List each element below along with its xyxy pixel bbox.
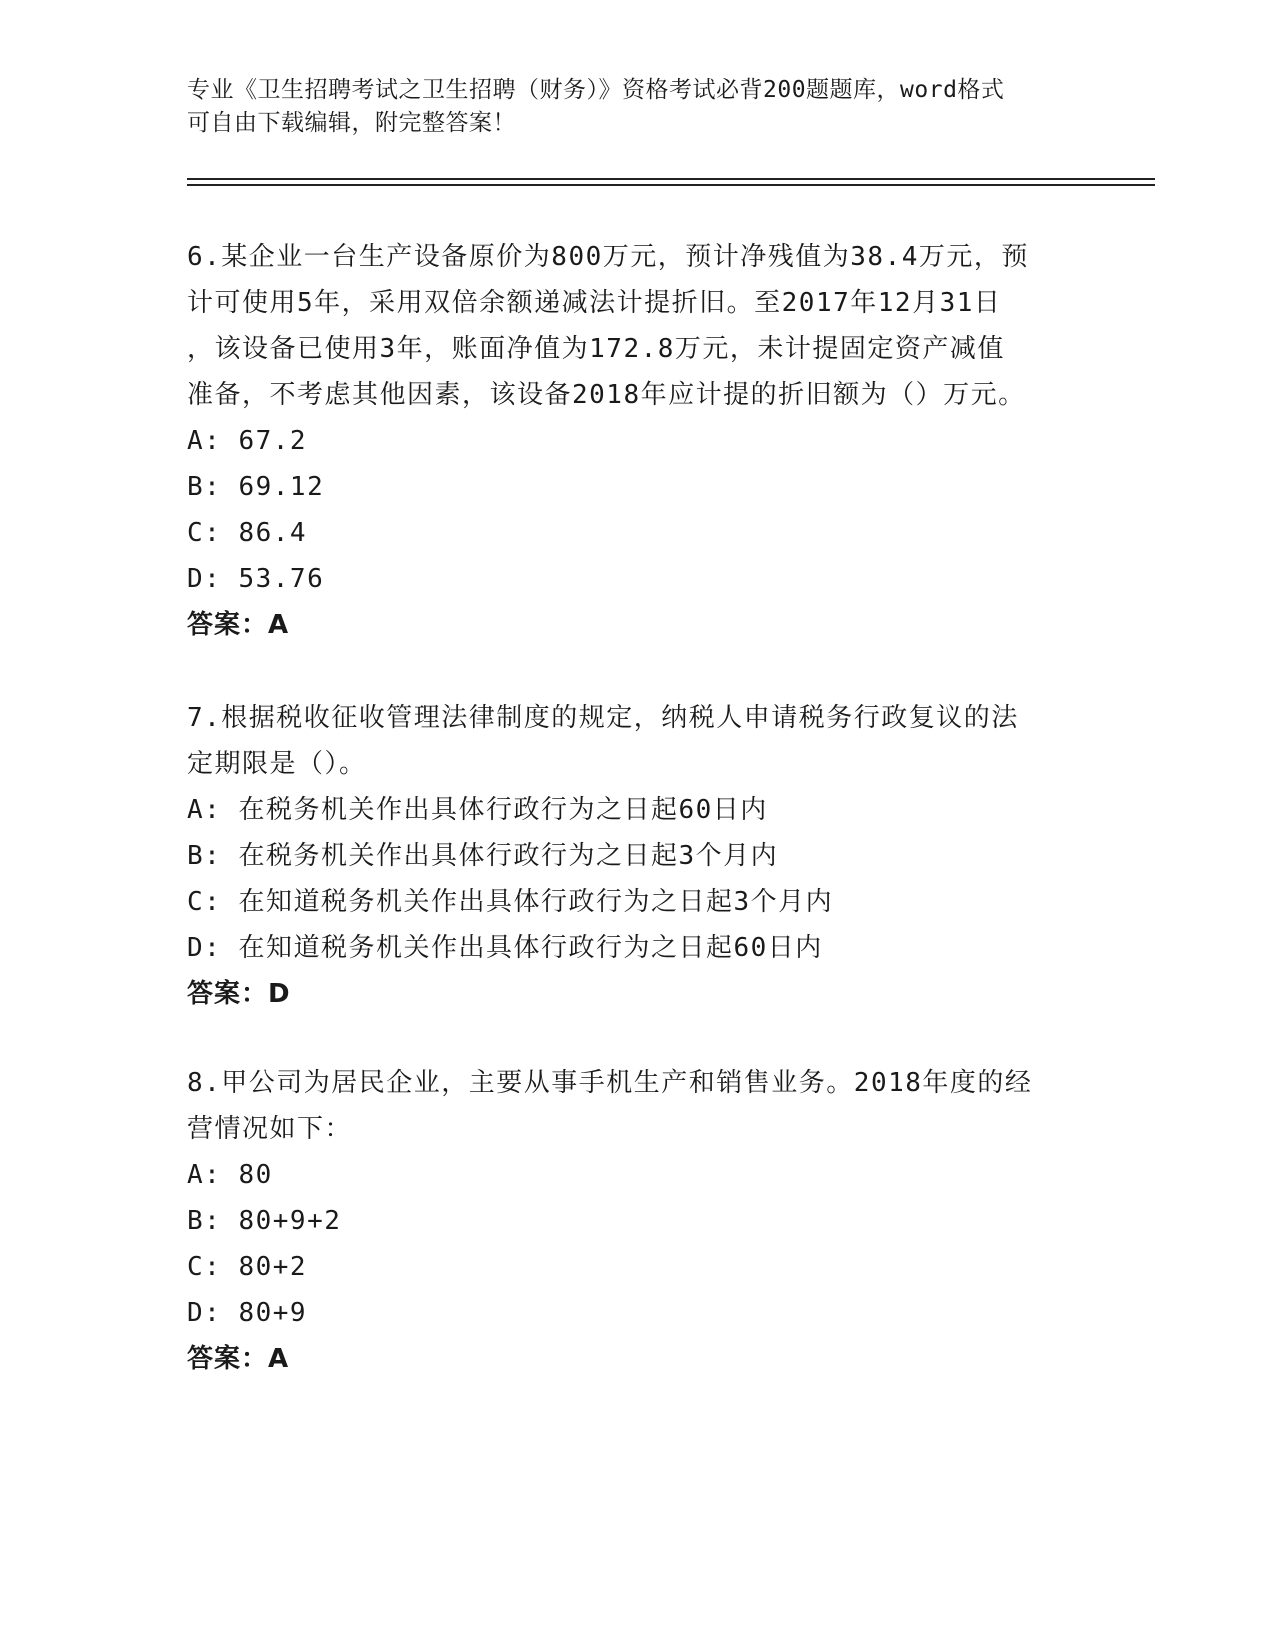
option-c: C: 在知道税务机关作出具体行政行为之日起3个月内	[187, 887, 834, 917]
option-c: C: 80+2	[187, 1252, 308, 1282]
question-line: 6.某企业一台生产设备原价为800万元，预计净残值为38.4万元，预	[187, 242, 1029, 272]
header-divider-top	[187, 178, 1155, 180]
option-b: B: 69.12	[187, 472, 325, 502]
answer: 答案：D	[187, 979, 291, 1009]
question-line: ，该设备已使用3年，账面净值为172.8万元，未计提固定资产减值	[187, 334, 1005, 364]
header-divider-bottom	[187, 184, 1155, 186]
answer: 答案：A	[187, 1344, 290, 1374]
question-line: 准备，不考虑其他因素，该设备2018年应计提的折旧额为（）万元。	[187, 380, 1026, 410]
question-7	[187, 695, 1087, 1017]
question-line: 8.甲公司为居民企业，主要从事手机生产和销售业务。2018年度的经	[187, 1068, 1033, 1098]
option-d: D: 53.76	[187, 564, 325, 594]
option-d: D: 在知道税务机关作出具体行政行为之日起60日内	[187, 933, 823, 963]
question-text	[187, 1060, 1087, 1152]
header-line-2: 可自由下载编辑，附完整答案！	[187, 110, 516, 136]
option-a: A: 80	[187, 1160, 273, 1190]
option-c: C: 86.4	[187, 518, 308, 548]
question-8	[187, 1060, 1087, 1382]
question-line: 营情况如下：	[187, 1114, 353, 1144]
question-line: 定期限是（）。	[187, 749, 367, 779]
option-a: A: 在税务机关作出具体行政行为之日起60日内	[187, 795, 768, 825]
option-b: B: 在税务机关作出具体行政行为之日起3个月内	[187, 841, 779, 871]
answer: 答案：A	[187, 610, 290, 640]
option-d: D: 80+9	[187, 1298, 308, 1328]
question-text	[187, 234, 1087, 418]
question-6	[187, 234, 1087, 648]
question-text	[187, 695, 1087, 787]
document-header	[187, 74, 1087, 140]
question-line: 7.根据税收征收管理法律制度的规定，纳税人申请税务行政复议的法	[187, 703, 1019, 733]
header-line-1: 专业《卫生招聘考试之卫生招聘（财务）》资格考试必背200题题库，word格式	[187, 77, 1005, 103]
question-line: 计可使用5年，采用双倍余额递减法计提折旧。至2017年12月31日	[187, 288, 1002, 318]
option-b: B: 80+9+2	[187, 1206, 342, 1236]
option-a: A: 67.2	[187, 426, 308, 456]
